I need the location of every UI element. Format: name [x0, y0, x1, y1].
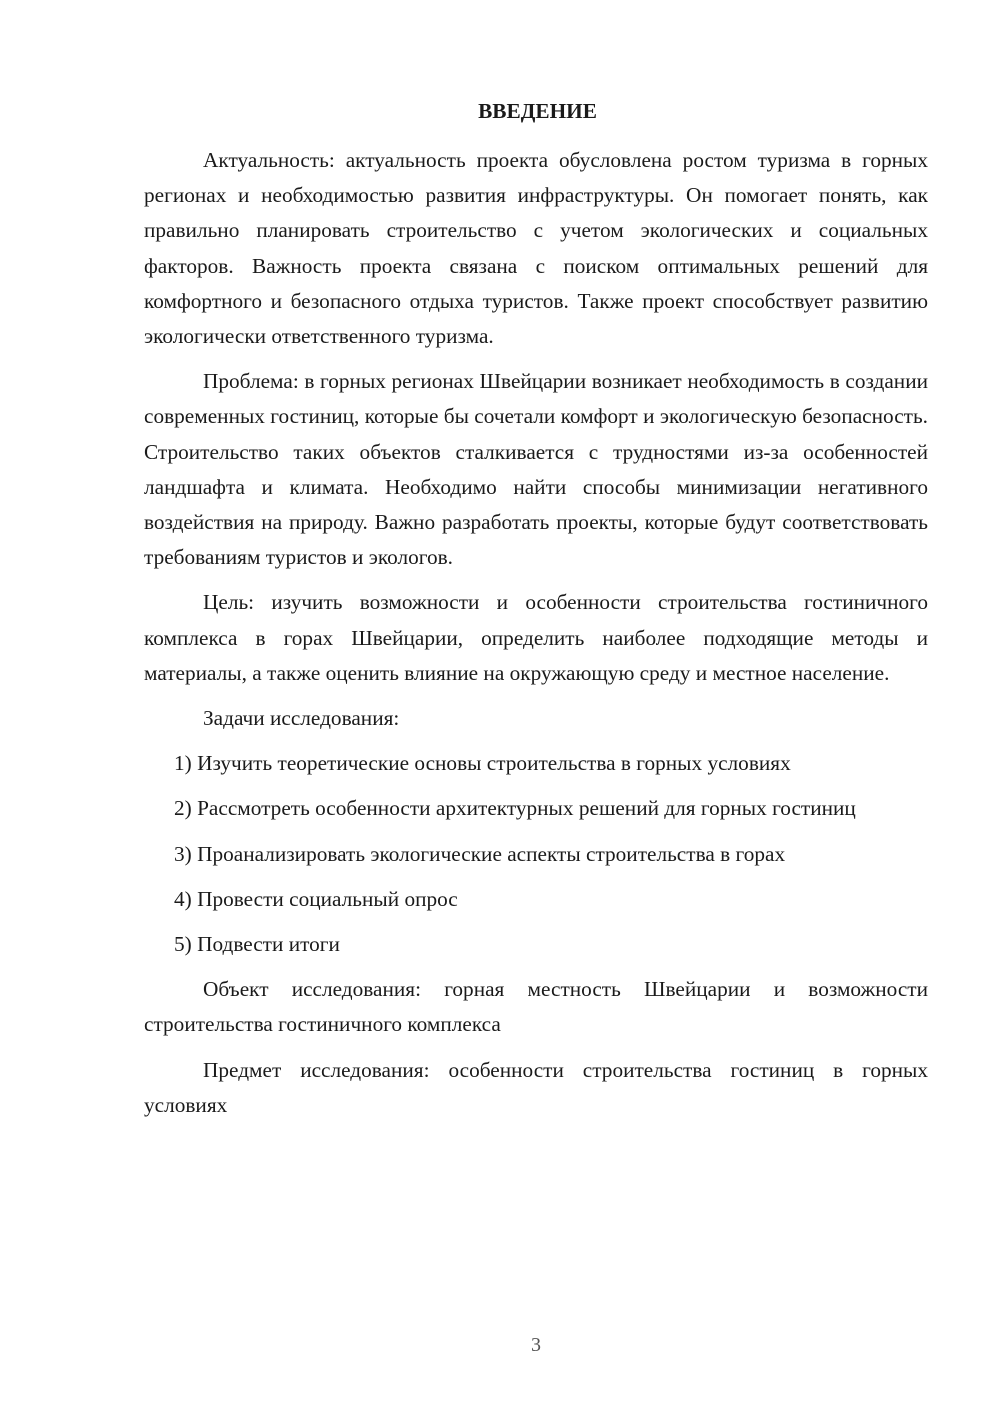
task-item-2: 2) Рассмотреть особенности архитектурных решений для горных гостиниц — [174, 796, 856, 821]
paragraph-subject: Предмет исследования: особенности строительства гостиниц в горных условиях — [144, 1057, 928, 1117]
task-item-1: 1) Изучить теоретические основы строительства в горных условиях — [174, 751, 791, 776]
task-item-5: 5) Подвести итоги — [174, 932, 340, 957]
task-item-4: 4) Провести социальный опрос — [174, 886, 458, 911]
task-item-3: 3) Проанализировать экологические аспекты строительства в горах — [174, 841, 786, 866]
page-number: 3 — [531, 1334, 541, 1356]
paragraph-problem: Проблема: в горных регионах Швейцарии возникает необходимость в создании современных гостиниц, которые бы сочетали комфорт и экологическую безопасность. Строительство таких объектов сталкивается с трудностями из-за особенностей ландшафта и климата. Необходимо найти способы минимизации негативного воздействия на природу. Важно разработать проекты, которые будут соответствовать требованиям туристов и экологов. — [144, 369, 928, 570]
tasks-title: Задачи исследования: — [203, 706, 400, 731]
paragraph-goal: Цель: изучить возможности и особенности строительства гостиничного комплекса в горах Швейцарии, определить наиболее подходящие методы и материалы, а также оценить влияние на окружающую среду и местное население. — [144, 590, 928, 685]
paragraph-object: Объект исследования: горная местность Швейцарии и возможности строительства гостиничного комплекса — [144, 977, 928, 1037]
paragraph-relevance: Актуальность: актуальность проекта обусловлена ростом туризма в горных регионах и необходимостью развития инфраструктуры. Он помогает понять, как правильно планировать строительство с учетом экологических и социальных факторов. Важность проекта связана с поиском оптимальных решений для комфортного и безопасного отдыха туристов. Также проект способствует развитию экологически ответственного туризма. — [144, 148, 928, 349]
section-heading: ВВЕДЕНИЕ — [478, 99, 597, 123]
page-content — [144, 97, 928, 1133]
tasks-list — [144, 746, 928, 962]
